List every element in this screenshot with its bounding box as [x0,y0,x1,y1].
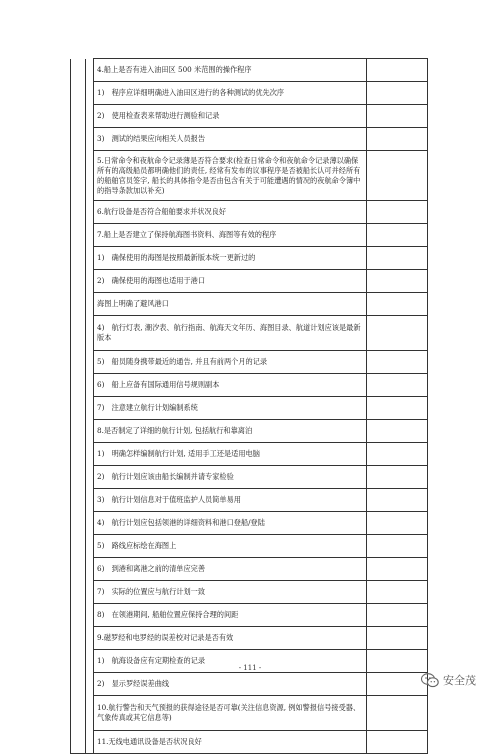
item-text: 4) 航行计划应包括领港的详细资料和港口登船/登陆 [94,512,367,535]
table-row [71,128,428,151]
item-text: 2) 航行计划应该由船长编制并请专家检验 [94,466,367,489]
blank-cell [71,512,86,535]
blank-cell [86,512,94,535]
blank-cell [71,731,86,754]
blank-cell [86,696,94,731]
blank-cell [86,673,94,696]
answer-cell [367,535,428,558]
blank-cell [71,247,86,270]
table-row [71,696,428,731]
blank-cell [86,466,94,489]
item-text: 3) 航行计划信息对于值班监护人员简单易用 [94,489,367,512]
table-row [71,489,428,512]
blank-cell [86,627,94,650]
table-row [71,581,428,604]
answer-cell [367,316,428,351]
blank-cell [86,201,94,224]
item-text: 6) 到港和离港之前的清单应完善 [94,558,367,581]
blank-cell [71,128,86,151]
answer-cell [367,128,428,151]
item-text: 2) 确保使用的海图也适用于港口 [94,270,367,293]
blank-cell [71,224,86,247]
answer-cell [367,696,428,731]
item-text: 5) 船员随身携带最近的通告, 并且有前两个月的记录 [94,351,367,374]
table-row [71,316,428,351]
blank-cell [86,247,94,270]
table-row [71,673,428,696]
table-row [71,731,428,754]
blank-cell [71,673,86,696]
blank-cell [86,443,94,466]
item-text: 7) 实际的位置应与航行计划一致 [94,581,367,604]
answer-cell [367,673,428,696]
table-row [71,397,428,420]
blank-cell [71,82,86,105]
answer-cell [367,466,428,489]
answer-cell [367,374,428,397]
table-row [71,293,428,316]
item-text: 1) 确保使用的海图是按照最新版本统一更新过的 [94,247,367,270]
item-text: 2) 显示罗经误差曲线 [94,673,367,696]
blank-cell [71,558,86,581]
table-row [71,151,428,201]
table-row [71,627,428,650]
answer-cell [367,489,428,512]
blank-cell [71,270,86,293]
checklist-sheet [70,58,428,754]
answer-cell [367,351,428,374]
blank-cell [71,420,86,443]
blank-cell [71,535,86,558]
answer-cell [367,604,428,627]
item-text: 3) 测试的结果应向相关人员报告 [94,128,367,151]
item-text: 4) 航行灯表, 潮汐表、航行指南、航海天文年历、海图目录、航道计划应该是最新版本 [94,316,367,351]
item-text: 5) 路线应标绘在海图上 [94,535,367,558]
blank-cell [86,82,94,105]
blank-cell [86,489,94,512]
blank-cell [71,627,86,650]
blank-cell [86,128,94,151]
blank-cell [71,696,86,731]
answer-cell [367,420,428,443]
answer-cell [367,224,428,247]
answer-cell [367,82,428,105]
blank-cell [71,151,86,201]
blank-cell [71,397,86,420]
blank-cell [86,731,94,754]
table-row [71,443,428,466]
blank-cell [71,105,86,128]
answer-cell [367,731,428,754]
item-text: 1) 程序应详细明确进入油田区进行的各种测试的优先次序 [94,82,367,105]
blank-cell [86,420,94,443]
answer-cell [367,293,428,316]
item-text: 1) 明确怎样编制航行计划, 适用手工还是适用电脑 [94,443,367,466]
page-number: - 111 - [238,664,262,672]
item-text: 6) 船上应备有国际通用信号规则副本 [94,374,367,397]
blank-cell [86,604,94,627]
answer-cell [367,247,428,270]
blank-cell [71,201,86,224]
blank-cell [71,316,86,351]
blank-cell [86,374,94,397]
blank-cell [71,443,86,466]
table-row [71,604,428,627]
answer-cell [367,151,428,201]
item-text: 1) 航海设备应有定期检查的记录 [94,650,367,673]
blank-cell [71,374,86,397]
item-text: 4.船上是否有进入油田区 500 米范围的操作程序 [94,59,367,82]
answer-cell [367,397,428,420]
table-row [71,201,428,224]
blank-cell [86,293,94,316]
item-text: 6.航行设备是否符合船舶要求并状况良好 [94,201,367,224]
blank-cell [86,59,94,82]
answer-cell [367,443,428,466]
answer-cell [367,581,428,604]
blank-cell [71,581,86,604]
answer-cell [367,59,428,82]
table-row [71,105,428,128]
blank-cell [71,489,86,512]
blank-cell [86,224,94,247]
item-text: 5.日常命令和夜航命令记录薄是否符合要求(检查日常命令和夜航命令记录薄以确保所有的高级船员都明确他们的责任, 经常有发布的议事程序是否被船长认可并经所有的船舶官员签字, 船长的具体指令是否由包含有关于可能遭遇的情况的夜航命令簿中的指导条款加以补充) [94,151,367,201]
item-text: 海图上明确了避风港口 [94,293,367,316]
table-row [71,270,428,293]
watermark-text: 安全茂 [443,674,476,687]
table-row [71,82,428,105]
table-row [71,351,428,374]
table-row [71,247,428,270]
wechat-icon [421,673,439,688]
table-row [71,224,428,247]
table-row [71,374,428,397]
blank-cell [86,270,94,293]
answer-cell [367,201,428,224]
table-row [71,512,428,535]
item-text: 7) 注意建立航行计划编制系统 [94,397,367,420]
blank-cell [86,581,94,604]
blank-cell [86,558,94,581]
answer-cell [367,270,428,293]
watermark [421,672,476,688]
table-row [71,535,428,558]
table-row [71,59,428,82]
table-row [71,558,428,581]
blank-cell [71,59,86,82]
item-text: 11.无线电通讯设备是否状况良好 [94,731,367,754]
blank-cell [86,535,94,558]
item-text: 2) 使用检查表来帮助进行测验和记录 [94,105,367,128]
blank-cell [86,151,94,201]
answer-cell [367,105,428,128]
blank-cell [86,105,94,128]
answer-cell [367,558,428,581]
table-row [71,420,428,443]
table-row [71,466,428,489]
item-text: 8.是否制定了详细的航行计划, 包括航行和靠离泊 [94,420,367,443]
item-text: 8) 在领港期间, 船舶位置应保持合理的间距 [94,604,367,627]
checklist-table [70,58,428,754]
blank-cell [86,316,94,351]
answer-cell [367,512,428,535]
blank-cell [71,351,86,374]
blank-cell [86,351,94,374]
item-text: 10.航行警告和天气预报的获得途径是否可靠(关注信息资源, 例如警报信号接受器、气象传真或其它信息等) [94,696,367,731]
answer-cell [367,627,428,650]
item-text: 9.磁罗经和电罗经的误差校对记录是否有效 [94,627,367,650]
blank-cell [86,397,94,420]
item-text: 7.船上是否建立了保持航海图书资料、海图等有效的程序 [94,224,367,247]
blank-cell [71,466,86,489]
blank-cell [71,604,86,627]
blank-cell [71,293,86,316]
